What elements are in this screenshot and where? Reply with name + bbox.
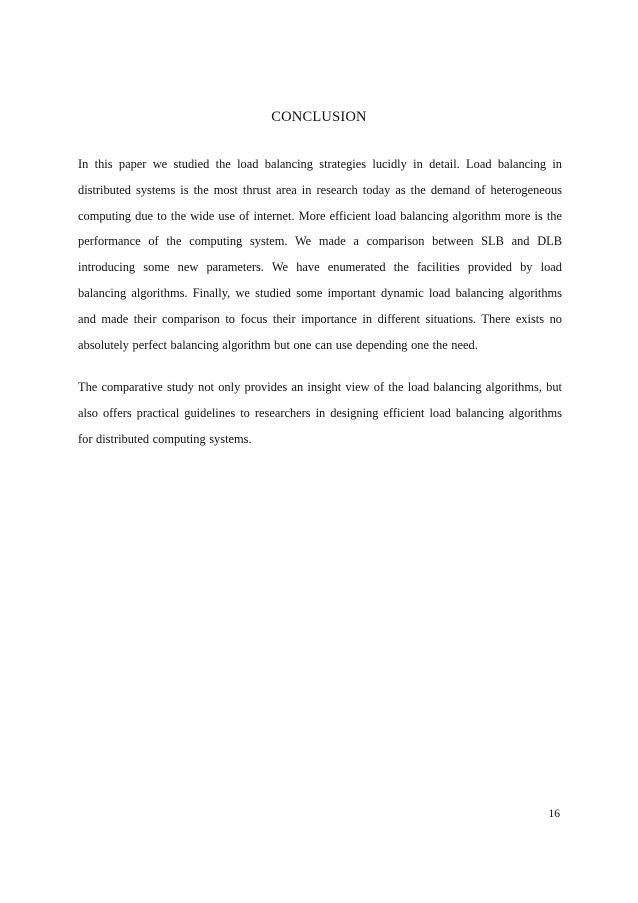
conclusion-paragraph-2: The comparative study not only provides an insight view of the load balancing algorithms, but also offers practical guidelines to researchers in designing efficient load balancing algorithms for distributed computing systems. — [78, 380, 562, 446]
page-title: CONCLUSION — [271, 109, 367, 125]
page-number: 16 — [548, 808, 560, 820]
conclusion-paragraph-1: In this paper we studied the load balancing strategies lucidly in detail. Load balancing in distributed systems is the most thrust area in research today as the demand of heterogeneous computing due to the wide use of internet. More efficient load balancing algorithm more is the performance of the computing system. We made a comparison between SLB and DLB introducing some new parameters. We have enumerated the facilities provided by load balancing algorithms. Finally, we studied some important dynamic load balancing algorithms and made their comparison to focus their importance in different situations. There exists no absolutely perfect balancing algorithm but one can use depending one the need. — [78, 157, 562, 352]
